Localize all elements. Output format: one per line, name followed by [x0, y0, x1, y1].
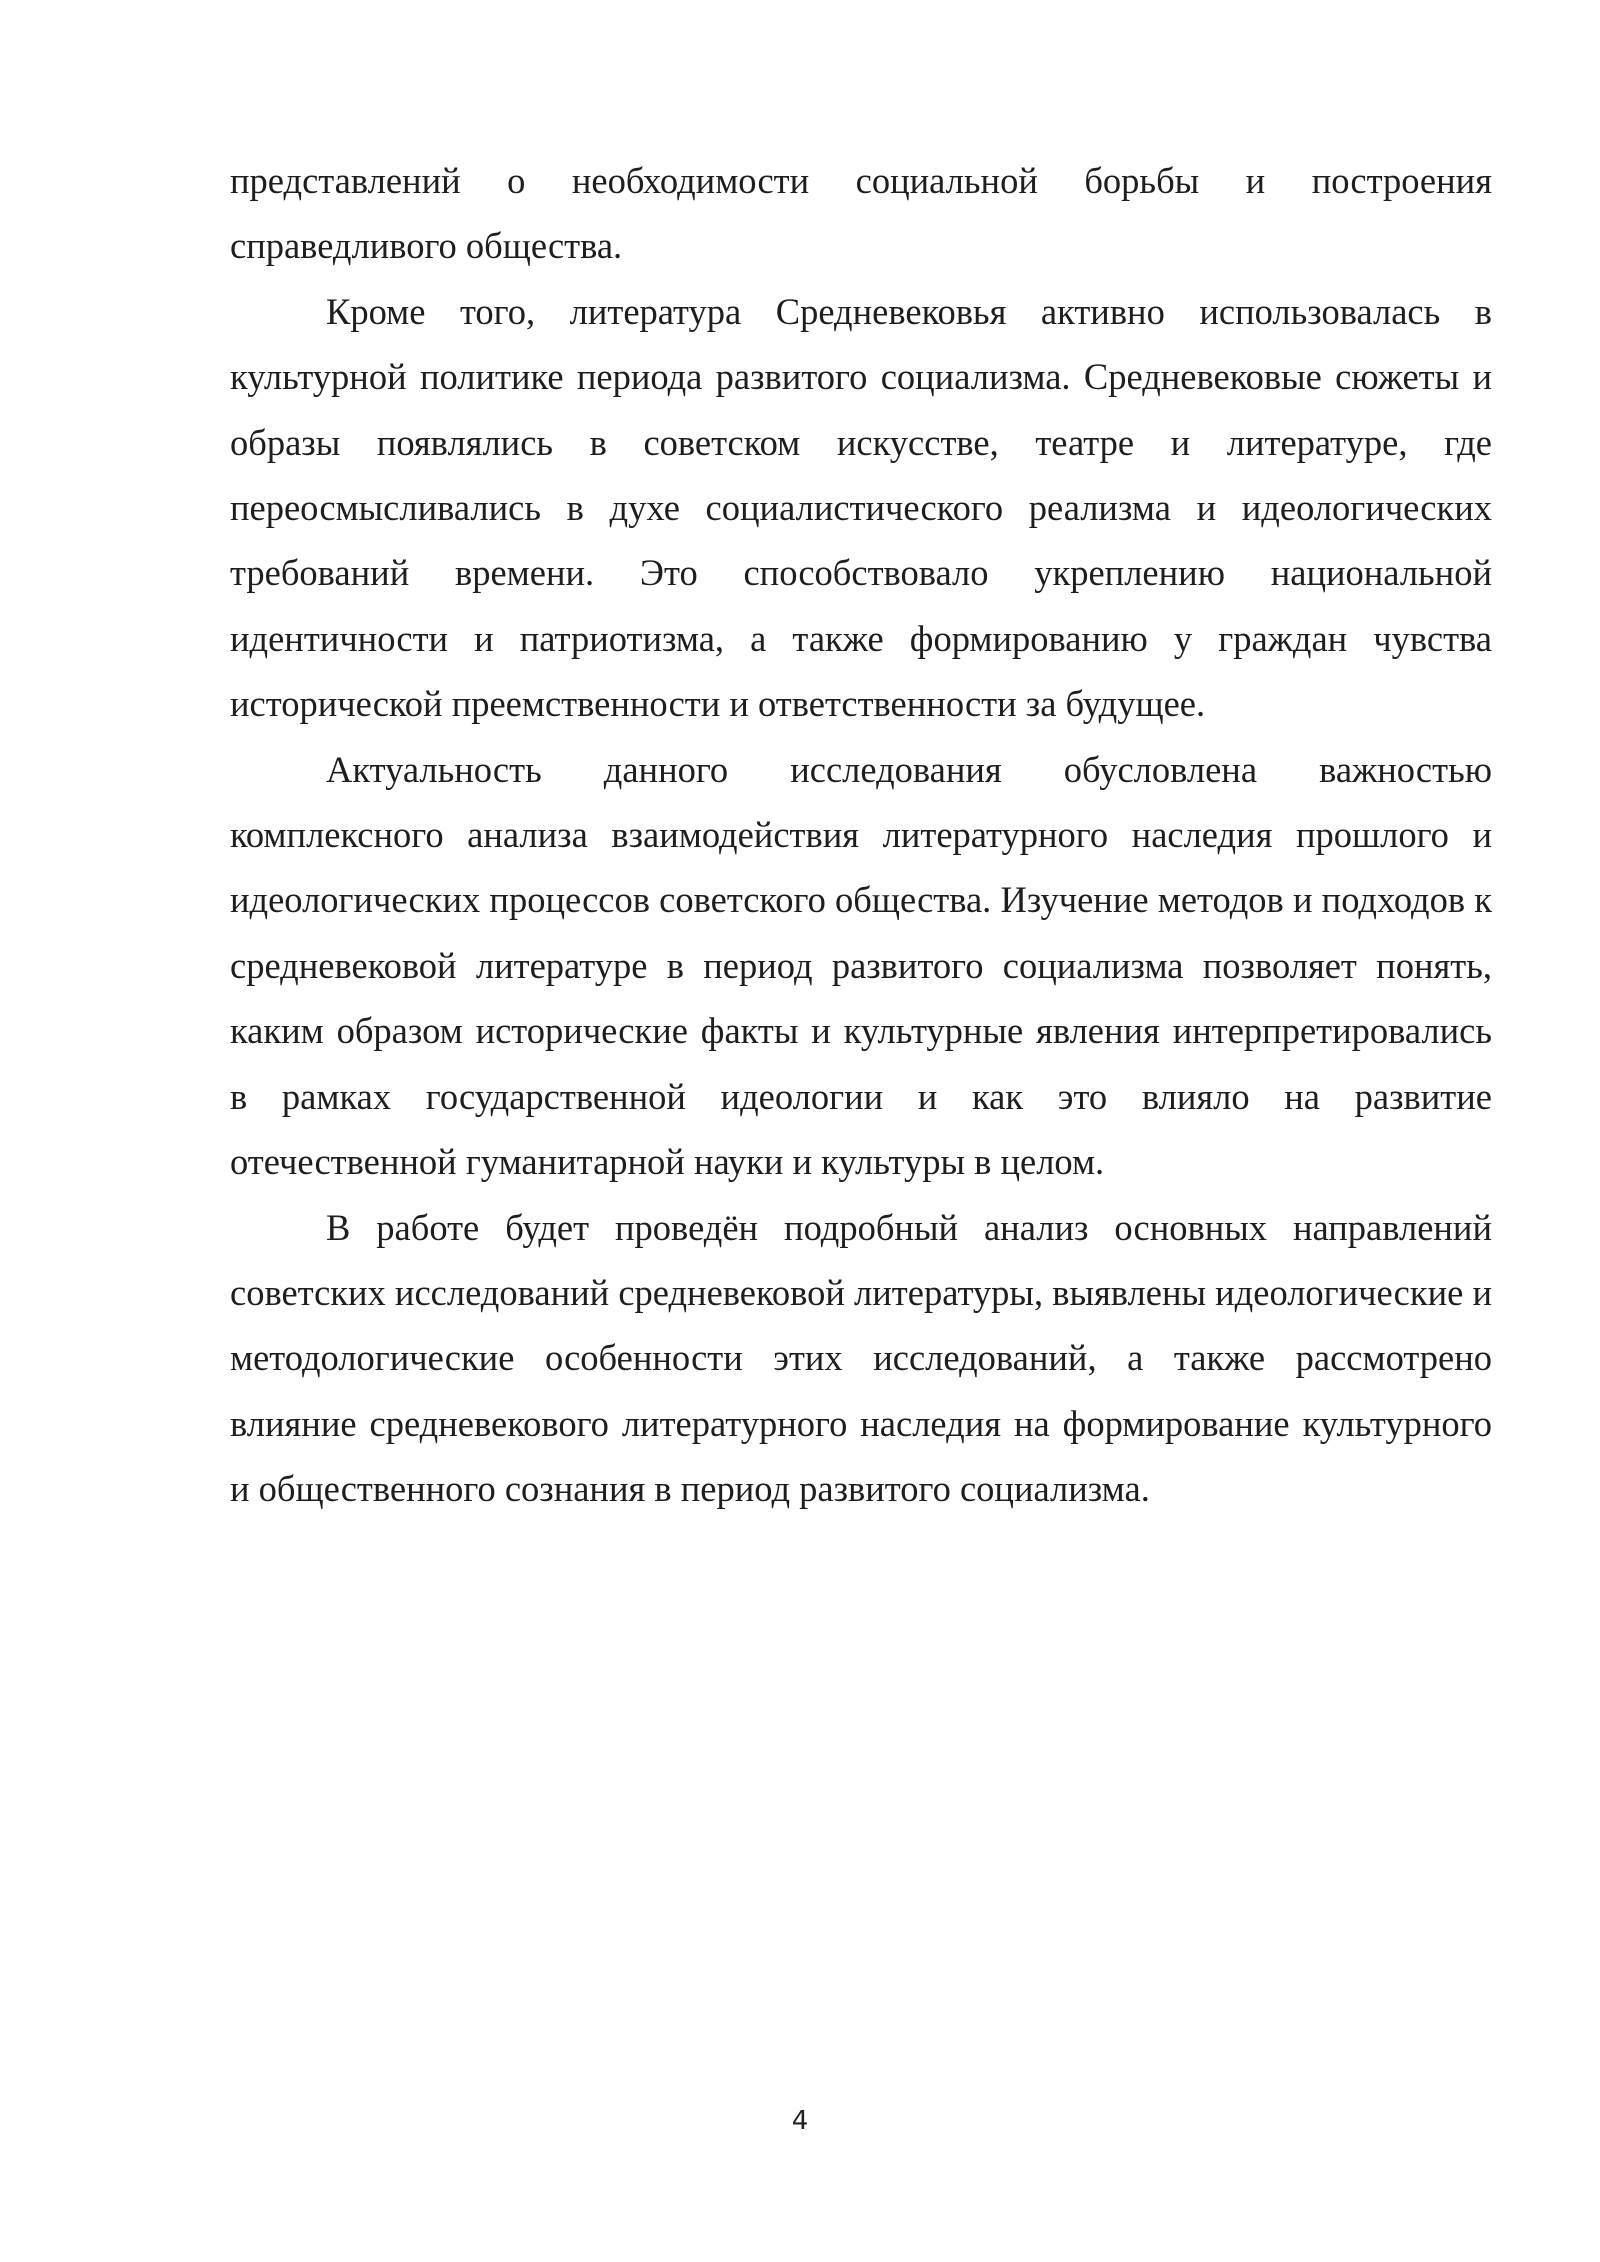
- document-body: [230, 148, 1492, 1522]
- paragraph-work-plan: В работе будет проведён подробный анализ основных направлений советских исследований средневековой литературы, выявлены идеологические и методологические особенности этих исследований, а также рассмотрено влияние средневекового литературного наследия на формирование культурного и общественного сознания в период развитого социализма.: [230, 1206, 1492, 1510]
- page-number: 4: [791, 2106, 809, 2136]
- paragraph-continuation: представлений о необходимости социальной борьбы и построения справедливого общества.: [230, 160, 1492, 267]
- paragraph-cultural-policy: Кроме того, литература Средневековья активно использовалась в культурной политике периода развитого социализма. Средневековые сюжеты и образы появлялись в советском искусстве, театре и литературе, где переосмысливались в духе социалистического реализма и идеологических требований времени. Это способствовало укреплению национальной идентичности и патриотизма, а также формированию у граждан чувства исторической преемственности и ответственности за будущее.: [230, 290, 1492, 725]
- paragraph-relevance: Актуальность данного исследования обусловлена важностью комплексного анализа взаимодействия литературного наследия прошлого и идеологических процессов советского общества. Изучение методов и подходов к средневековой литературе в период развитого социализма позволяет понять, каким образом исторические факты и культурные явления интерпретировались в рамках государственной идеологии и как это влияло на развитие отечественной гуманитарной науки и культуры в целом.: [230, 748, 1492, 1183]
